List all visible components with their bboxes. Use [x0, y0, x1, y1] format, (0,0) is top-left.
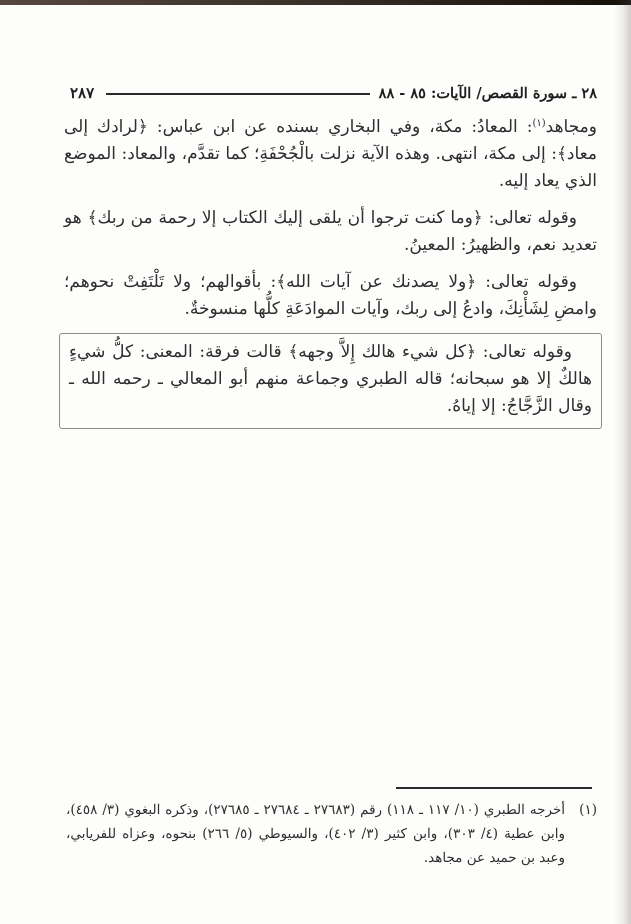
body-text [64, 114, 597, 429]
paragraph-wama-kunta-tarju: وقوله تعالى: ﴿وما كنت ترجوا أن يلقى إليك الكتاب إلا رحمة من ربك﴾ هو تعديد نعم، والظهيرُ: المعينُ. [64, 208, 597, 255]
footnotes-section [66, 798, 597, 870]
highlight-box [59, 333, 602, 429]
page-header [70, 84, 597, 102]
scan-right-edge-shadow [613, 0, 631, 924]
boxed-paragraph-kullu-shay: وقوله تعالى: ﴿كل شيء هالك إِلاَّ وجهه﴾ قالت فرقة: المعنى: كلُّ شيءٍ هالكٌ إلا هو سبحانه؛ قاله الطبري وجماعة منهم أبو المعالي ـ رحمه الله ـ وقال الزَّجَّاجُ: إلا إياهُ. [69, 342, 592, 416]
paragraph-mujahid-maad [64, 114, 597, 195]
page-number: ٢٨٧ [70, 84, 95, 102]
paragraph-lead: ومجاهد [545, 117, 597, 137]
footnote-marker: (١) [579, 802, 597, 818]
footnote-separator [396, 787, 592, 789]
footnote-item [66, 798, 597, 870]
paragraph-wala-yasuddunnaka: وقوله تعالى: ﴿ولا يصدنك عن آيات الله﴾: بأقوالهم؛ ولا تَلْتَفِتْ نحوهم؛ وامضِ لِشَأْنِكَ، وادعُ إلى ربك، وآيات الموادَعَةِ كلُّها منسوخةٌ. [64, 272, 597, 319]
footnote-text: أخرجه الطبري (١٠/ ١١٧ ـ ١١٨) رقم (٢٧٦٨٣ ـ ٢٧٦٨٤ ـ ٢٧٦٨٥)، وذكره البغوي (٣/ ٤٥٨)، وابن عطية (٤/ ٣٠٣)، وابن كثير (٣/ ٤٠٢)، والسيوطي (٥/ ٢٦٦) بنحوه، وعزاه للفريابي، وعبد بن حميد عن مجاهد. [66, 802, 566, 866]
header-rule [106, 93, 370, 95]
footnote-reference: (١) [532, 118, 546, 129]
chapter-title: ٢٨ ـ سورة القصص/ الآيات: ٨٥ - ٨٨ [378, 84, 597, 102]
paragraph-text: : المعادُ: مكة، وفي البخاري بسنده عن ابن عباس: ﴿لرادك إلى معاد﴾: إلى مكة، انتهى. وهذه الآية نزلت بالْجُحْفَةِ؛ كما تقدَّم، والمعاد: الموضع الذي يعاد إليه. [64, 117, 597, 191]
scan-top-edge-shadow [0, 0, 631, 5]
